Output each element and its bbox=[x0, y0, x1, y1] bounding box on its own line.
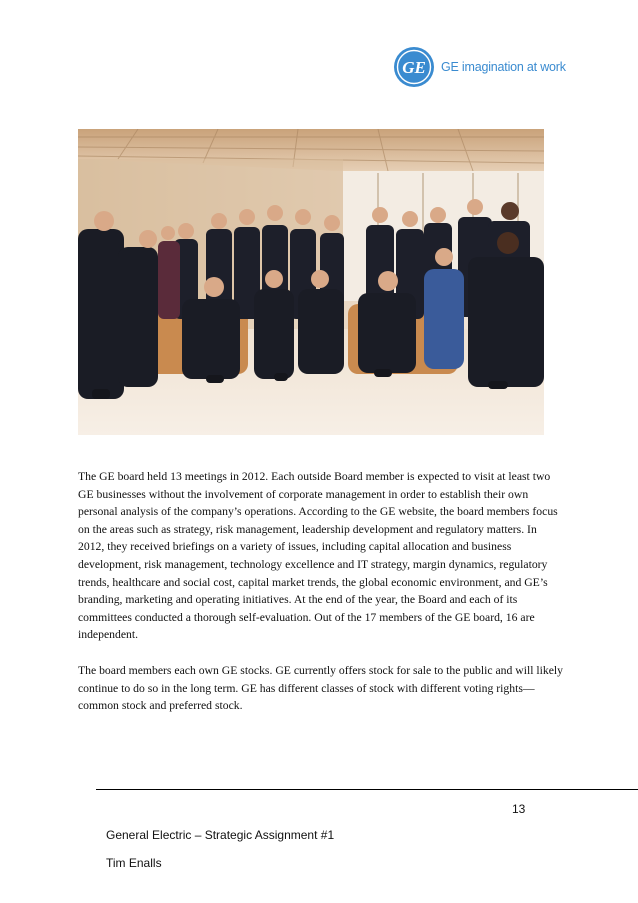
ge-tagline: GE imagination at work bbox=[441, 60, 566, 74]
ge-monogram-icon bbox=[393, 46, 435, 88]
footer-author: Tim Enalls bbox=[106, 856, 162, 870]
body-paragraph-1: The GE board held 13 meetings in 2012. Each outside Board member is expected to visit at least two GE businesses without the involvement of corporate management in order to establish their own personal analysis of the company’s operations. According to the GE website, the board members focus on the areas such as strategy, risk management, leadership development and regulatory matters. In 2012, they received briefings on a variety of issues, including capital allocation and business development, risk management, technology excellence and IT strategy, margin dynamics, regulatory trends, healthcare and social cost, capital market trends, the global economic environment, and GE’s branding, marketing and operating initiatives. At the end of the year, the Board and each of its committees conducted a thorough self-evaluation. Out of the 17 members of the GE board, 16 are independent. bbox=[78, 470, 558, 642]
ge-logo bbox=[393, 44, 566, 90]
body-paragraph-2: The board members each own GE stocks. GE currently offers stock for sale to the public and will likely continue to do so in the long term. GE has different classes of stock with different voting rights—common stock and preferred stock. bbox=[78, 664, 564, 713]
footer-document-title: General Electric – Strategic Assignment #1 bbox=[106, 828, 335, 842]
ge-monogram-text: GE bbox=[402, 58, 426, 77]
board-group-photo bbox=[78, 129, 544, 435]
footer-divider bbox=[96, 789, 638, 790]
page-number: 13 bbox=[512, 802, 526, 816]
